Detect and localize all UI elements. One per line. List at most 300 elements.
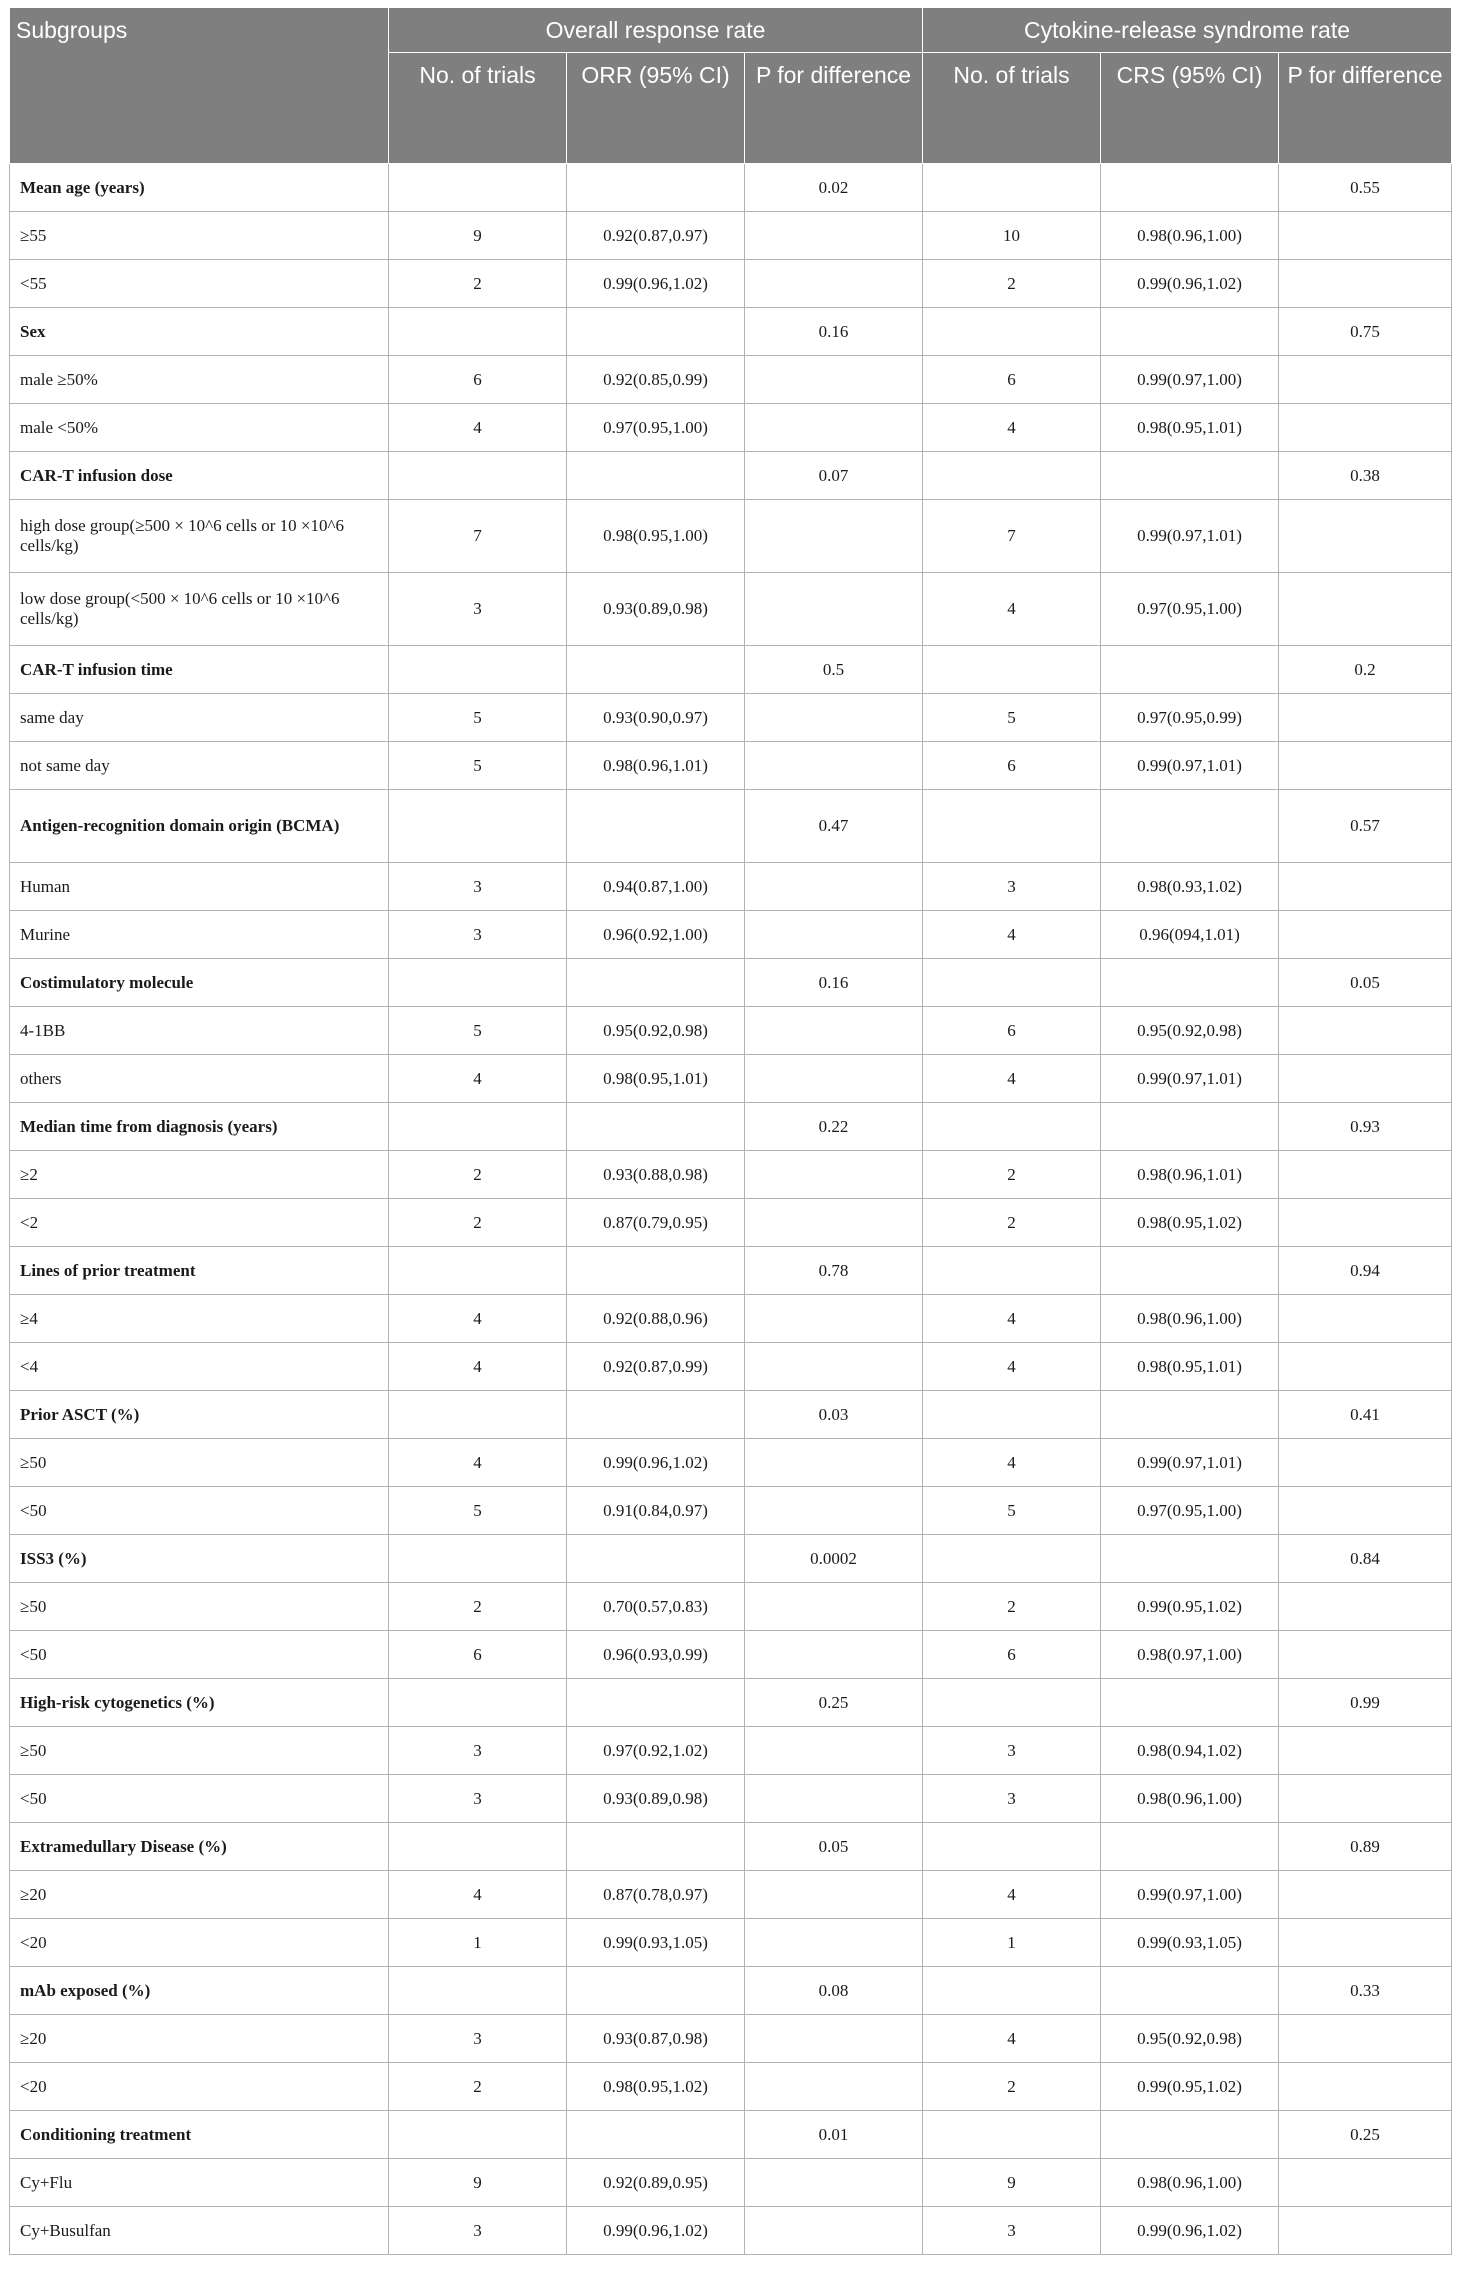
cell-crs-ci: 0.99(0.96,1.02) [1101,2207,1279,2255]
cell-crs-ci [1101,164,1279,212]
cell-orr-ci: 0.96(0.92,1.00) [567,911,745,959]
cell-crs-p [1279,694,1452,742]
cell-orr-p [745,742,923,790]
cell-crs-trials: 9 [923,2159,1101,2207]
cell-orr-ci: 0.99(0.96,1.02) [567,260,745,308]
cell-crs-p [1279,1295,1452,1343]
cell-crs-p [1279,260,1452,308]
cell-orr-trials: 5 [389,694,567,742]
cell-orr-p: 0.05 [745,1823,923,1871]
table-row [10,212,1452,260]
cell-crs-trials: 4 [923,573,1101,646]
cell-orr-p [745,1055,923,1103]
cell-crs-ci: 0.99(0.96,1.02) [1101,260,1279,308]
cell-crs-p [1279,1919,1452,1967]
table-row [10,742,1452,790]
cell-crs-trials: 6 [923,356,1101,404]
table-row [10,2207,1452,2255]
cell-subgroup: <4 [10,1343,389,1391]
cell-orr-p: 0.01 [745,2111,923,2159]
cell-orr-ci [567,1823,745,1871]
table-row [10,1295,1452,1343]
table-row [10,1151,1452,1199]
cell-orr-ci: 0.93(0.87,0.98) [567,2015,745,2063]
cell-subgroup: Murine [10,911,389,959]
cell-crs-p [1279,404,1452,452]
cell-orr-trials: 6 [389,356,567,404]
cell-crs-p: 0.89 [1279,1823,1452,1871]
cell-subgroup: ≥55 [10,212,389,260]
cell-crs-ci [1101,959,1279,1007]
cell-crs-ci: 0.97(0.95,1.00) [1101,573,1279,646]
cell-crs-ci: 0.98(0.93,1.02) [1101,863,1279,911]
cell-orr-p [745,694,923,742]
cell-crs-ci: 0.98(0.96,1.01) [1101,1151,1279,1199]
cell-crs-ci [1101,308,1279,356]
cell-orr-ci: 0.96(0.93,0.99) [567,1631,745,1679]
cell-crs-trials: 5 [923,694,1101,742]
table-group-row [10,959,1452,1007]
cell-crs-p [1279,356,1452,404]
cell-subgroup: <50 [10,1775,389,1823]
cell-crs-p: 0.33 [1279,1967,1452,2015]
header-orr-ci: ORR (95% CI) [567,53,745,164]
cell-orr-p [745,2159,923,2207]
cell-crs-trials: 4 [923,1871,1101,1919]
cell-orr-p [745,1775,923,1823]
table-group-row [10,452,1452,500]
cell-crs-ci: 0.97(0.95,0.99) [1101,694,1279,742]
cell-crs-ci: 0.97(0.95,1.00) [1101,1487,1279,1535]
cell-orr-trials: 3 [389,911,567,959]
table-row [10,1487,1452,1535]
cell-orr-ci: 0.92(0.87,0.97) [567,212,745,260]
cell-crs-p [1279,1631,1452,1679]
cell-crs-ci: 0.98(0.96,1.00) [1101,1295,1279,1343]
cell-orr-trials [389,1391,567,1439]
cell-crs-ci: 0.98(0.96,1.00) [1101,212,1279,260]
cell-crs-p [1279,2015,1452,2063]
cell-crs-ci: 0.95(0.92,0.98) [1101,1007,1279,1055]
cell-orr-p [745,356,923,404]
cell-orr-p: 0.08 [745,1967,923,2015]
cell-crs-p [1279,863,1452,911]
cell-crs-ci: 0.99(0.95,1.02) [1101,2063,1279,2111]
cell-crs-p [1279,1007,1452,1055]
cell-crs-ci: 0.98(0.97,1.00) [1101,1631,1279,1679]
cell-orr-trials [389,1247,567,1295]
cell-orr-ci: 0.92(0.85,0.99) [567,356,745,404]
cell-orr-trials: 2 [389,1199,567,1247]
cell-orr-p [745,2015,923,2063]
cell-orr-trials: 4 [389,1871,567,1919]
cell-orr-trials: 4 [389,404,567,452]
cell-orr-trials: 9 [389,2159,567,2207]
cell-orr-ci: 0.91(0.84,0.97) [567,1487,745,1535]
cell-crs-p: 0.57 [1279,790,1452,863]
cell-subgroup: Cy+Flu [10,2159,389,2207]
cell-subgroup: same day [10,694,389,742]
table-row [10,863,1452,911]
cell-crs-p: 0.25 [1279,2111,1452,2159]
table-row [10,260,1452,308]
cell-crs-p: 0.55 [1279,164,1452,212]
cell-orr-ci [567,452,745,500]
cell-crs-p [1279,1487,1452,1535]
cell-subgroup: Prior ASCT (%) [10,1391,389,1439]
table-group-row [10,1823,1452,1871]
table-group-row [10,1679,1452,1727]
cell-subgroup: ≥20 [10,1871,389,1919]
cell-subgroup: Extramedullary Disease (%) [10,1823,389,1871]
table-row [10,1343,1452,1391]
table-row [10,356,1452,404]
cell-crs-trials: 4 [923,911,1101,959]
cell-orr-p [745,2063,923,2111]
table-row [10,1631,1452,1679]
cell-subgroup: <20 [10,2063,389,2111]
cell-crs-trials: 10 [923,212,1101,260]
cell-orr-p: 0.5 [745,646,923,694]
cell-subgroup: High-risk cytogenetics (%) [10,1679,389,1727]
cell-crs-trials: 6 [923,1631,1101,1679]
cell-orr-ci: 0.94(0.87,1.00) [567,863,745,911]
cell-crs-trials [923,2111,1101,2159]
cell-orr-ci: 0.92(0.87,0.99) [567,1343,745,1391]
cell-crs-trials: 2 [923,2063,1101,2111]
cell-crs-trials: 4 [923,1343,1101,1391]
cell-crs-p: 0.99 [1279,1679,1452,1727]
cell-orr-ci: 0.98(0.95,1.02) [567,2063,745,2111]
cell-orr-p [745,404,923,452]
cell-crs-p: 0.2 [1279,646,1452,694]
cell-orr-ci: 0.98(0.96,1.01) [567,742,745,790]
cell-orr-ci: 0.98(0.95,1.01) [567,1055,745,1103]
cell-orr-p [745,1439,923,1487]
cell-orr-ci [567,959,745,1007]
cell-orr-trials: 4 [389,1055,567,1103]
cell-subgroup: ≥4 [10,1295,389,1343]
cell-orr-ci: 0.87(0.79,0.95) [567,1199,745,1247]
cell-subgroup: ≥50 [10,1583,389,1631]
cell-orr-trials: 9 [389,212,567,260]
table-group-row [10,790,1452,863]
cell-subgroup: <55 [10,260,389,308]
cell-crs-ci: 0.98(0.96,1.00) [1101,2159,1279,2207]
cell-orr-trials: 4 [389,1439,567,1487]
cell-subgroup: CAR-T infusion time [10,646,389,694]
table-row [10,911,1452,959]
cell-crs-trials: 4 [923,1055,1101,1103]
cell-orr-trials [389,1679,567,1727]
table-row [10,1919,1452,1967]
cell-orr-trials [389,646,567,694]
cell-orr-trials [389,164,567,212]
cell-orr-ci [567,1535,745,1583]
cell-orr-trials [389,2111,567,2159]
table-group-row [10,1535,1452,1583]
cell-subgroup: Mean age (years) [10,164,389,212]
cell-orr-trials [389,1967,567,2015]
cell-orr-trials: 3 [389,2015,567,2063]
cell-crs-trials [923,1679,1101,1727]
cell-subgroup: Antigen-recognition domain origin (BCMA) [10,790,389,863]
cell-subgroup: 4-1BB [10,1007,389,1055]
cell-orr-ci: 0.99(0.93,1.05) [567,1919,745,1967]
cell-orr-trials: 2 [389,1583,567,1631]
cell-orr-ci: 0.93(0.90,0.97) [567,694,745,742]
cell-crs-trials: 4 [923,404,1101,452]
cell-crs-trials: 4 [923,1295,1101,1343]
cell-crs-ci [1101,2111,1279,2159]
cell-orr-trials: 3 [389,1775,567,1823]
cell-orr-ci: 0.92(0.89,0.95) [567,2159,745,2207]
table-group-row [10,1391,1452,1439]
cell-subgroup: Costimulatory molecule [10,959,389,1007]
cell-crs-p [1279,500,1452,573]
cell-orr-p [745,911,923,959]
cell-crs-ci: 0.98(0.95,1.01) [1101,404,1279,452]
table-group-row [10,646,1452,694]
cell-crs-p [1279,2207,1452,2255]
cell-orr-trials: 5 [389,742,567,790]
table-row [10,1199,1452,1247]
cell-orr-p: 0.03 [745,1391,923,1439]
cell-orr-trials: 3 [389,573,567,646]
cell-crs-ci: 0.99(0.97,1.00) [1101,1871,1279,1919]
cell-crs-trials: 6 [923,742,1101,790]
cell-orr-p [745,863,923,911]
cell-crs-ci [1101,790,1279,863]
cell-crs-ci: 0.98(0.96,1.00) [1101,1775,1279,1823]
cell-subgroup: <50 [10,1487,389,1535]
cell-crs-trials: 5 [923,1487,1101,1535]
cell-orr-p [745,1631,923,1679]
cell-orr-trials [389,959,567,1007]
cell-orr-p: 0.16 [745,959,923,1007]
cell-orr-trials: 5 [389,1007,567,1055]
cell-subgroup: male ≥50% [10,356,389,404]
header-orr-p: P for difference [745,53,923,164]
cell-crs-p [1279,1439,1452,1487]
cell-orr-trials [389,1103,567,1151]
cell-orr-trials: 4 [389,1343,567,1391]
cell-crs-trials [923,1391,1101,1439]
cell-orr-ci: 0.97(0.95,1.00) [567,404,745,452]
cell-orr-trials: 2 [389,2063,567,2111]
cell-crs-p [1279,1727,1452,1775]
cell-crs-trials [923,164,1101,212]
cell-orr-p [745,212,923,260]
cell-orr-ci: 0.99(0.96,1.02) [567,1439,745,1487]
cell-orr-ci [567,2111,745,2159]
cell-crs-ci: 0.99(0.97,1.01) [1101,1439,1279,1487]
header-subgroups: Subgroups [10,8,389,164]
cell-crs-p [1279,1583,1452,1631]
cell-crs-trials [923,646,1101,694]
cell-orr-p: 0.0002 [745,1535,923,1583]
table-row [10,573,1452,646]
cell-orr-ci: 0.99(0.96,1.02) [567,2207,745,2255]
cell-orr-ci [567,1679,745,1727]
table-group-row [10,1247,1452,1295]
cell-orr-ci: 0.97(0.92,1.02) [567,1727,745,1775]
header-crs-trials: No. of trials [923,53,1101,164]
cell-crs-ci [1101,1679,1279,1727]
cell-orr-trials: 3 [389,2207,567,2255]
cell-orr-trials [389,1535,567,1583]
cell-orr-p: 0.22 [745,1103,923,1151]
cell-crs-p [1279,911,1452,959]
cell-orr-ci [567,646,745,694]
cell-crs-ci [1101,1247,1279,1295]
cell-subgroup: male <50% [10,404,389,452]
cell-orr-p: 0.16 [745,308,923,356]
cell-crs-ci [1101,452,1279,500]
cell-crs-ci [1101,1823,1279,1871]
cell-crs-trials: 2 [923,1199,1101,1247]
cell-crs-p [1279,1871,1452,1919]
cell-orr-trials: 2 [389,260,567,308]
header-orr-trials: No. of trials [389,53,567,164]
cell-orr-p: 0.47 [745,790,923,863]
cell-subgroup: others [10,1055,389,1103]
cell-crs-ci: 0.99(0.97,1.00) [1101,356,1279,404]
cell-crs-trials: 4 [923,2015,1101,2063]
cell-subgroup: not same day [10,742,389,790]
header-crs-p: P for difference [1279,53,1452,164]
header-crs-ci: CRS (95% CI) [1101,53,1279,164]
cell-subgroup: mAb exposed (%) [10,1967,389,2015]
table-row [10,2159,1452,2207]
cell-orr-ci: 0.98(0.95,1.00) [567,500,745,573]
cell-crs-p [1279,212,1452,260]
table-row [10,1727,1452,1775]
cell-crs-trials [923,452,1101,500]
table-row [10,694,1452,742]
table-row [10,1007,1452,1055]
cell-crs-ci: 0.99(0.97,1.01) [1101,500,1279,573]
cell-crs-trials: 2 [923,260,1101,308]
cell-orr-p [745,1583,923,1631]
cell-orr-ci [567,1967,745,2015]
cell-subgroup: <2 [10,1199,389,1247]
cell-orr-ci [567,1391,745,1439]
cell-orr-ci: 0.70(0.57,0.83) [567,1583,745,1631]
cell-orr-p [745,1487,923,1535]
table-row [10,500,1452,573]
cell-crs-p [1279,2159,1452,2207]
table-row [10,1871,1452,1919]
cell-subgroup: Sex [10,308,389,356]
cell-crs-ci: 0.99(0.97,1.01) [1101,1055,1279,1103]
cell-orr-trials: 3 [389,1727,567,1775]
table-group-row [10,308,1452,356]
table-row [10,2063,1452,2111]
cell-subgroup: CAR-T infusion dose [10,452,389,500]
cell-crs-ci: 0.96(094,1.01) [1101,911,1279,959]
cell-crs-p [1279,2063,1452,2111]
cell-crs-p [1279,573,1452,646]
cell-crs-p: 0.41 [1279,1391,1452,1439]
table-header [10,8,1452,164]
cell-crs-trials: 1 [923,1919,1101,1967]
table-row [10,1439,1452,1487]
cell-crs-ci: 0.99(0.97,1.01) [1101,742,1279,790]
cell-subgroup: ≥2 [10,1151,389,1199]
cell-crs-p [1279,1775,1452,1823]
cell-crs-trials: 3 [923,863,1101,911]
cell-orr-p [745,1919,923,1967]
table-row [10,404,1452,452]
cell-crs-ci: 0.98(0.94,1.02) [1101,1727,1279,1775]
cell-crs-trials [923,1823,1101,1871]
cell-crs-ci: 0.99(0.95,1.02) [1101,1583,1279,1631]
cell-orr-trials [389,308,567,356]
cell-orr-p [745,1199,923,1247]
cell-subgroup: Median time from diagnosis (years) [10,1103,389,1151]
cell-crs-p [1279,1199,1452,1247]
cell-subgroup: ISS3 (%) [10,1535,389,1583]
cell-orr-ci: 0.92(0.88,0.96) [567,1295,745,1343]
cell-crs-ci [1101,1535,1279,1583]
table-row [10,1583,1452,1631]
cell-orr-trials: 7 [389,500,567,573]
cell-orr-trials [389,452,567,500]
cell-crs-trials: 6 [923,1007,1101,1055]
cell-crs-trials: 2 [923,1151,1101,1199]
cell-orr-p [745,500,923,573]
cell-crs-trials: 2 [923,1583,1101,1631]
cell-orr-trials [389,1823,567,1871]
table-row [10,1775,1452,1823]
cell-subgroup: ≥50 [10,1727,389,1775]
cell-crs-ci [1101,1967,1279,2015]
cell-crs-trials: 4 [923,1439,1101,1487]
cell-orr-p: 0.78 [745,1247,923,1295]
cell-subgroup: high dose group(≥500 × 10^6 cells or 10 ×10^6 cells/kg) [10,500,389,573]
cell-crs-p [1279,1055,1452,1103]
cell-crs-p: 0.94 [1279,1247,1452,1295]
table-container [9,7,1451,2255]
header-orr-group: Overall response rate [389,8,923,53]
cell-orr-p [745,1151,923,1199]
cell-crs-trials [923,1247,1101,1295]
cell-orr-p [745,573,923,646]
cell-orr-trials: 3 [389,863,567,911]
cell-subgroup: <20 [10,1919,389,1967]
table-body [10,164,1452,2255]
cell-orr-p [745,1727,923,1775]
cell-crs-p: 0.93 [1279,1103,1452,1151]
cell-crs-trials: 3 [923,1727,1101,1775]
cell-crs-trials [923,1967,1101,2015]
cell-orr-p: 0.25 [745,1679,923,1727]
cell-orr-ci [567,1103,745,1151]
cell-subgroup: Conditioning treatment [10,2111,389,2159]
header-crs-group: Cytokine-release syndrome rate [923,8,1452,53]
cell-orr-ci [567,164,745,212]
cell-orr-trials: 5 [389,1487,567,1535]
cell-crs-p [1279,1343,1452,1391]
table-group-row [10,2111,1452,2159]
cell-orr-ci [567,308,745,356]
cell-orr-p [745,1343,923,1391]
cell-crs-p: 0.84 [1279,1535,1452,1583]
cell-subgroup: Cy+Busulfan [10,2207,389,2255]
cell-orr-p: 0.02 [745,164,923,212]
cell-orr-trials: 4 [389,1295,567,1343]
